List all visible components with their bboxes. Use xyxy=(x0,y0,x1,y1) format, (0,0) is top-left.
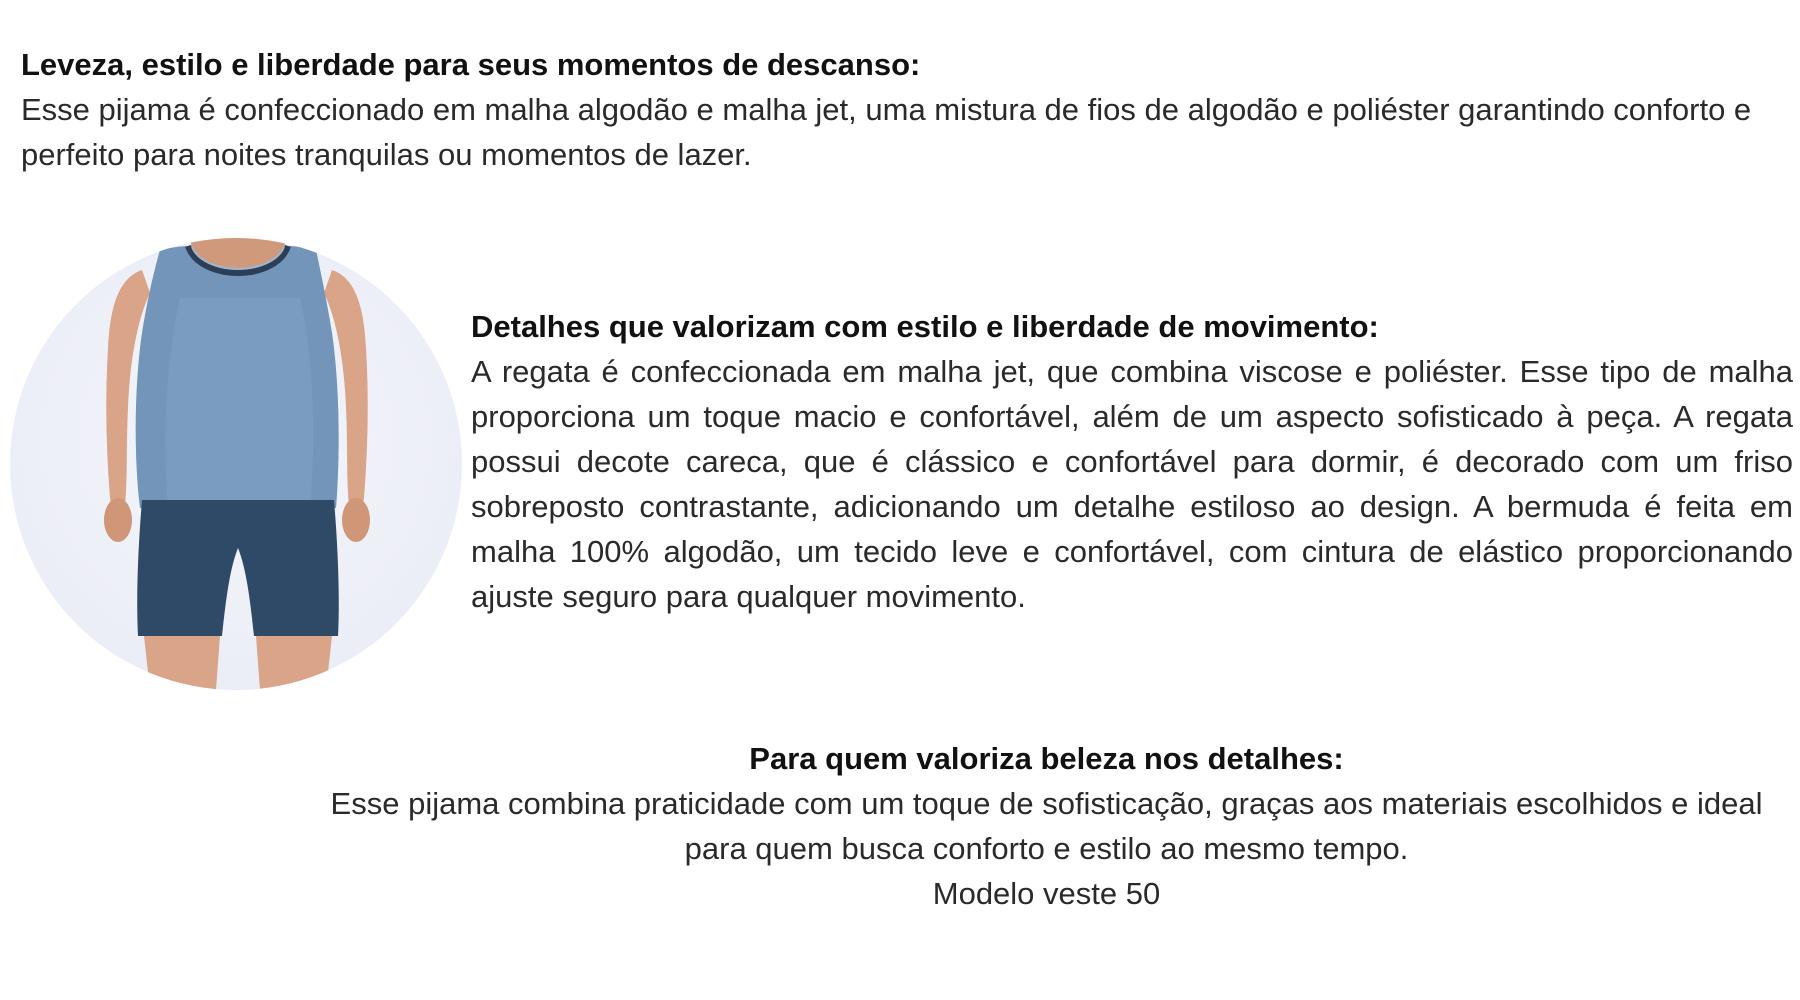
details-section xyxy=(471,304,1793,619)
left-leg xyxy=(144,636,220,690)
right-leg xyxy=(256,636,332,690)
model-size-note: Modelo veste 50 xyxy=(932,876,1161,911)
model-illustration xyxy=(10,238,462,690)
closing-heading: Para quem valoriza beleza nos detalhes: xyxy=(749,741,1344,776)
details-heading: Detalhes que valorizam com estilo e liberdade de movimento: xyxy=(471,309,1379,344)
intro-text: Esse pijama é confeccionado em malha algodão e malha jet, uma mistura de fios de algodão e poliéster garantindo conforto e perfeito para noites tranquilas ou momentos de lazer. xyxy=(21,92,1752,172)
left-hand xyxy=(104,498,132,542)
intro-heading: Leveza, estilo e liberdade para seus momentos de descanso: xyxy=(21,47,921,82)
closing-section xyxy=(300,736,1793,916)
shorts xyxy=(137,500,339,636)
product-photo xyxy=(10,238,462,690)
right-hand xyxy=(342,498,370,542)
intro-section xyxy=(21,42,1781,177)
details-text: A regata é confeccionada em malha jet, que combina viscose e poliéster. Esse tipo de malha proporciona um toque macio e confortável, além de um aspecto sofisticado à peça. A regata possui decote careca, que é clássico e confortável para dormir, é decorado com um friso sobreposto contrastante, adicionando um detalhe estiloso ao design. A bermuda é feita em malha 100% algodão, um tecido leve e confortável, com cintura de elástico proporcionando ajuste seguro para qualquer movimento. xyxy=(471,354,1793,614)
closing-text: Esse pijama combina praticidade com um toque de sofisticação, graças aos materiais escolhidos e ideal para quem busca conforto e estilo ao mesmo tempo. xyxy=(330,786,1763,866)
